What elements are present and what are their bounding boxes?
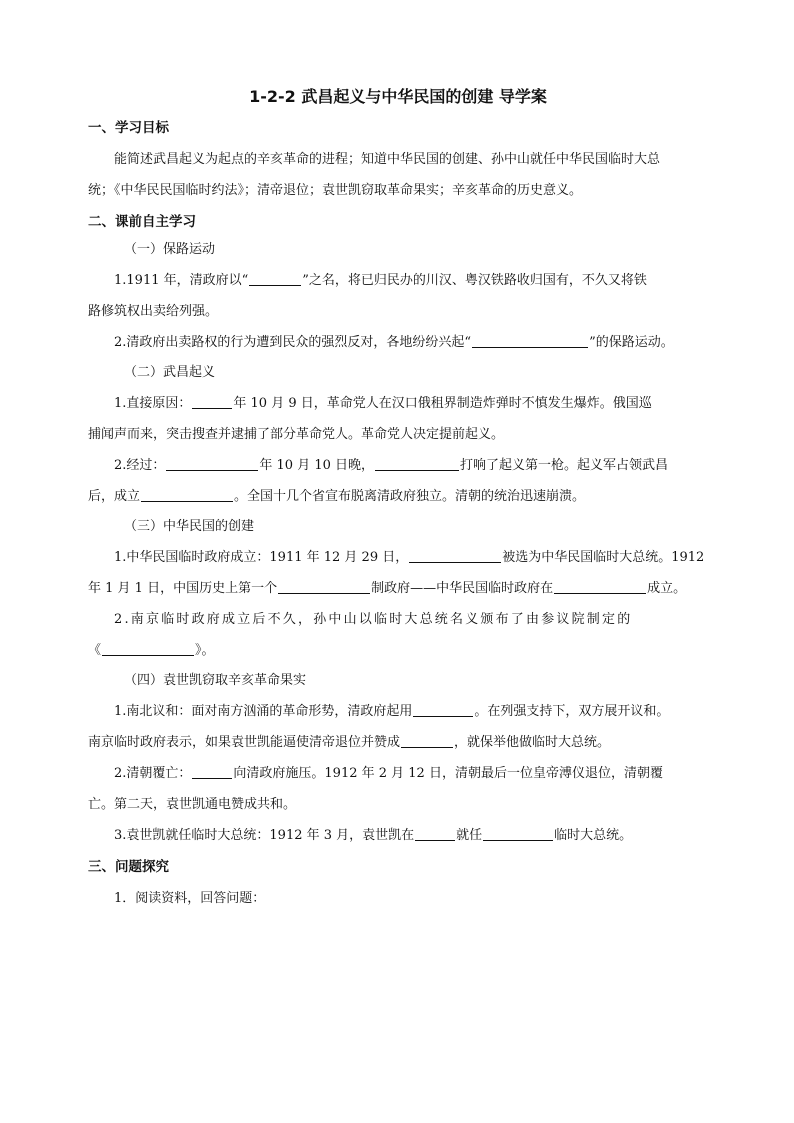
question-yuan-3: 3.袁世凯就任临时大总统：1912 年 3 月，袁世凯在 就任 临时大总统。 xyxy=(114,828,633,843)
fill-blank[interactable] xyxy=(415,826,455,841)
question-railway-1: 1.1911 年，清政府以“ ”之名，将已归民办的川汉、粤汉铁路收归国有，不久又将铁 xyxy=(114,273,647,288)
fill-blank[interactable] xyxy=(401,733,453,748)
question-yuan-1-cont: 南京临时政府表示，如果袁世凯能逼使清帝退位并赞成 ，就保举他做临时大总统。 xyxy=(88,735,611,750)
question-uprising-1: 1.直接原因： 年 10 月 9 日，革命党人在汉口俄租界制造炸弹时不慎发生爆炸。俄国巡 xyxy=(114,396,652,411)
fill-blank[interactable] xyxy=(102,641,194,656)
fill-blank[interactable] xyxy=(483,826,553,841)
fill-blank[interactable] xyxy=(278,579,370,594)
fill-blank[interactable] xyxy=(192,764,232,779)
fill-blank[interactable] xyxy=(409,548,501,563)
learning-goals-line-2: 统；《中华民民国临时约法》；清帝退位；袁世凯窃取革命果实；辛亥革命的历史意义。 xyxy=(88,183,583,198)
subheading-railway-protection: （一）保路运动 xyxy=(124,242,216,257)
question-founding-1-cont: 年 1 月 1 日，中国历史上第一个 制政府——中华民国临时政府在 成立。 xyxy=(88,581,687,596)
section-heading-learning-goals: 一、学习目标 xyxy=(88,120,169,136)
subheading-founding-roc: （三）中华民国的创建 xyxy=(124,519,255,534)
fill-blank[interactable] xyxy=(375,456,459,471)
question-railway-1-cont: 路修筑权出卖给列强。 xyxy=(88,304,219,319)
question-founding-2: 2.南京临时政府成立后不久，孙中山以临时大总统名义颁布了由参议院制定的 xyxy=(114,612,633,627)
question-uprising-1-cont: 捕闻声而来，突击搜查并逮捕了部分革命党人。革命党人决定提前起义。 xyxy=(88,427,505,442)
question-founding-1: 1.中华民国临时政府成立：1911 年 12 月 29 日， 被选为中华民国临时大总统。1912 xyxy=(114,550,705,565)
question-uprising-2: 2.经过： 年 10 月 10 日晚， 打响了起义第一枪。起义军占领武昌 xyxy=(114,458,669,473)
fill-blank[interactable] xyxy=(166,456,258,471)
fill-blank[interactable] xyxy=(249,271,301,286)
section-heading-self-study: 二、课前自主学习 xyxy=(88,214,196,230)
fill-blank[interactable] xyxy=(554,579,646,594)
subheading-yuan-shikai: （四）袁世凯窃取辛亥革命果实 xyxy=(124,673,307,688)
question-founding-2-cont: 《 》。 xyxy=(88,643,215,658)
subheading-wuchang-uprising: （二）武昌起义 xyxy=(124,365,216,380)
question-yuan-2: 2.清朝覆亡： 向清政府施压。1912 年 2 月 12 日，清朝最后一位皇帝溥仪退位，清朝覆 xyxy=(114,766,663,781)
fill-blank[interactable] xyxy=(192,394,232,409)
question-uprising-2-cont: 后，成立 。全国十几个省宣布脱离清政府独立。清朝的统治迅速崩溃。 xyxy=(88,489,586,504)
question-yuan-2-cont: 亡。第二天，袁世凯通电赞成共和。 xyxy=(88,797,297,812)
fill-blank[interactable] xyxy=(413,702,473,717)
section-heading-inquiry: 三、问题探究 xyxy=(88,859,169,875)
fill-blank[interactable] xyxy=(141,487,233,502)
fill-blank[interactable] xyxy=(472,333,588,348)
worksheet-page xyxy=(88,84,708,914)
question-yuan-1: 1.南北议和：面对南方汹涌的革命形势，清政府起用 。在列强支持下，双方展开议和。 xyxy=(114,704,670,719)
inquiry-question-1: 1．阅读资料，回答问题： xyxy=(114,891,266,906)
learning-goals-line-1: 能简述武昌起义为起点的辛亥革命的进程；知道中华民国的创建、孙中山就任中华民国临时大总 xyxy=(114,152,661,167)
question-railway-2: 2.清政府出卖路权的行为遭到民众的强烈反对，各地纷纷兴起“ ”的保路运动。 xyxy=(114,335,674,350)
page-title: 1-2-2 武昌起义与中华民国的创建 导学案 xyxy=(249,87,547,106)
